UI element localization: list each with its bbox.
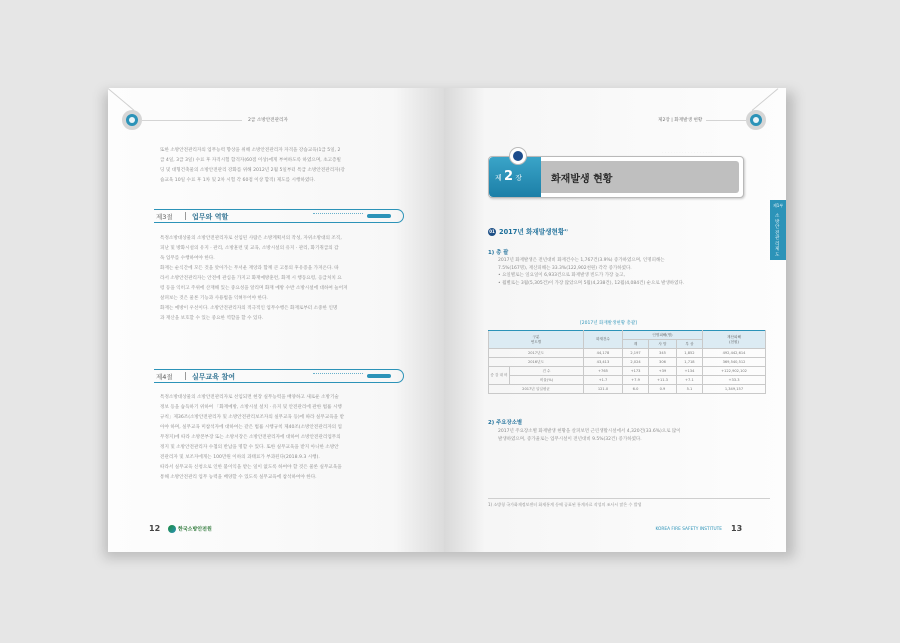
table-header-row (489, 331, 766, 340)
side-tab-part: 제1부 (772, 203, 784, 208)
table-cell: 121.0 (583, 385, 622, 394)
table-cell: +765 (583, 367, 622, 376)
text-line: 라서 소방안전관리자는 안전에 관심을 가지고 화재예방훈련, 화재 시 행동요령, 응급처치 요 (160, 276, 342, 281)
table-cell: +7.1 (676, 376, 702, 385)
sub1-title: 1) 총 괄 (488, 250, 509, 256)
section4-paragraph (160, 393, 344, 483)
table-cell: 345 (649, 349, 677, 358)
table-cell: +173 (622, 367, 648, 376)
sub2-paragraph (498, 428, 681, 443)
table-cell: 2,024 (622, 358, 648, 367)
plug-icon (367, 214, 391, 218)
text-line: 화재는 예방이 우선이다. 소방안전관리자의 적극적인 업무수행은 화재로부터 소중한 인명 (160, 306, 338, 311)
left-page (108, 88, 444, 552)
table-row (489, 385, 766, 394)
table-cell: 2017년 일일평균 (489, 385, 584, 394)
table-cell: +39 (649, 367, 677, 376)
text-line: 독 업무를 수행하여야 한다. (160, 256, 215, 261)
table-cell: 44,178 (583, 349, 622, 358)
header-cell: 화재건수 (583, 331, 622, 349)
header-cell: 계 (622, 340, 648, 349)
decor-text: · · · · · · · · · · · · · · · · · · (662, 150, 713, 154)
sub2-title: 2) 주요장소별 (488, 420, 523, 426)
text-line: 딩 및 대형건축물의 소방안전관리 강화를 위해 2012년 2월 5일부터 특급 소방안전관리자(강 (160, 168, 345, 173)
intro-paragraph (160, 146, 345, 186)
section-title: 실무교육 참여 (192, 372, 236, 381)
table-cell: +33.3 (703, 376, 766, 385)
section-heading-4 (154, 369, 404, 383)
fire-statistics-table (488, 330, 766, 394)
header-line (142, 120, 242, 121)
text-line: 전관리자 및 보조자에게는 100만원 이하의 과태료가 부과된다(2018.9.3 시행). (160, 455, 320, 460)
page-number: 12 (149, 524, 161, 533)
section-number: 제3절 (156, 213, 173, 221)
side-tab-text: 소방안전관리제도 (775, 214, 780, 258)
text-line: 통해 소방안전관리 업무 능력을 배양할 수 있도록 실무교육에 참석하여야 한다. (160, 475, 317, 480)
table-row (489, 376, 766, 385)
page-number: 13 (731, 524, 743, 533)
table-cell: 건 수 (510, 367, 584, 376)
sub1-paragraph (498, 257, 684, 287)
left-running-header: 2급 소방안전관리자 (248, 118, 288, 123)
text-line: 규칙」제36조(소방안전관리자 및 소방안전관리보조자의 실무교육 등)에 따라 실무교육을 받 (160, 415, 345, 420)
ring-icon (746, 110, 766, 130)
table-cell: 1,852 (676, 349, 702, 358)
corner-line (108, 88, 134, 111)
divider (185, 372, 186, 380)
section-badge: 01 (489, 229, 495, 234)
institute-logo (168, 525, 212, 533)
text-line: 피난 및 방화시설의 유지 · 관리, 소방훈련 및 교육, 소방시설의 유지 · 관리, 화기취급의 감 (160, 246, 339, 251)
section3-paragraph (160, 234, 348, 324)
plug-icon (367, 374, 391, 378)
footer-institute: KOREA FIRE SAFETY INSTITUTE (655, 527, 722, 532)
logo-icon (168, 525, 176, 533)
text-line: 령 등을 익히고 주위에 산재해 있는 중요성을 알리며 화재 예방 수반 소방시설에 대하여 늘어져 (160, 286, 348, 291)
text-line: 화재는 순식간에 모든 것을 앗아가는 무서운 재앙과 함께 큰 고통의 후유증을 가져온다. 따 (160, 266, 339, 271)
dotted-decoration (313, 373, 363, 380)
text-line: 2017년 주요장소별 화재발생 현황을 살펴보면 근린생활시설에서 4,320건(33.6%)으로 많이 (498, 429, 681, 434)
text-line: 정지 및 소방안전관리자 수첩의 반납을 명할 수 있다. 또한 실무교육을 받지 아니한 소방안 (160, 445, 339, 450)
table-cell: 비율(%) (510, 376, 584, 385)
table-cell: 0.9 (649, 385, 677, 394)
table-cell: 369,540,512 (703, 358, 766, 367)
text-line: 2017년 화재발생은 전년대비 화재건수는 1,767건(3.9%) 증가하였으며, 인명피해는 (498, 258, 665, 263)
table-cell: 5.1 (676, 385, 702, 394)
table-cell: +7.9 (622, 376, 648, 385)
table-cell: +11.3 (649, 376, 677, 385)
table-caption: [2017년 화재발생현황 총괄] (580, 321, 637, 326)
table-row (489, 367, 766, 376)
table-row (489, 358, 766, 367)
divider (185, 212, 186, 220)
dotted-decoration (313, 213, 363, 220)
text-line: 살펴보는 것은 물론 기능과 사용법을 익혀두어야 한다. (160, 296, 268, 301)
section-heading-3 (154, 209, 404, 223)
table-cell: 증 감 대 비 (489, 367, 510, 385)
text-line: 정보 등을 습득하기 위하여 「화재예방, 소방시설 설치 · 유지 및 안전관리에 관한 법률 시행 (160, 405, 342, 410)
text-line: 아야 하며, 실무교육 미참석자에 대하여는 같은 법률 시행규칙 제40조(소방안전관리자의 업 (160, 425, 342, 430)
header-cell: 구분 연도별 (489, 331, 584, 349)
chapter-title: 화재발생 현황 (551, 174, 613, 185)
right-running-header: 제2장 | 화재발생 현황 (658, 118, 703, 123)
knob-icon (509, 147, 527, 165)
chapter-banner (488, 156, 744, 198)
chapter-number: 제 2 장 (495, 169, 523, 184)
table-cell: 2016년도 (489, 358, 584, 367)
text-line: 특정소방대상물의 소방안전관리자로 선임된 사람은 소방계획서의 작성, 자위소방대의 조직, (160, 236, 342, 241)
header-cell: 부 상 (676, 340, 702, 349)
ring-icon (122, 110, 142, 130)
text-line: • 월별로는 3월(5,305건)이 가장 많았으며 5월(4,238건), 12월(4,084건) 순으로 발생하였다. (498, 280, 685, 286)
text-line: 과 재산을 보호할 수 있는 중요한 역할을 할 수 있다. (160, 316, 264, 321)
table-cell: 492,442,614 (703, 349, 766, 358)
text-line: 습교육 10일 수료 후 1차 및 2차 시험 각 60점 이상 합격) 제도를 시행하였다. (160, 178, 316, 183)
corner-line (752, 88, 779, 111)
text-line: 무정지)에 따라 소방본부장 또는 소방서장은 소방안전관리자에 대하여 소방안전관리업무의 (160, 435, 341, 440)
header-cell: 재산피해 (천원) (703, 331, 766, 349)
text-line: 따라서 실무교육 신청으로 인한 불이익을 받는 일이 없도록 하여야 할 것은 물론 실무교육을 (160, 465, 342, 470)
section-number: 제4절 (156, 373, 173, 381)
section1-title: 01 2017년 화재발생현황$^{1)}$ (489, 227, 568, 236)
table-cell: 1,349,157 (703, 385, 766, 394)
header-cell: 인명피해(명) (622, 331, 702, 340)
section-title: 업무와 역할 (192, 212, 229, 221)
table-cell: 2,197 (622, 349, 648, 358)
footnote: 1) 소방청 국가화재정보센터 화재통계 등에 공표된 통계자료 작성의 조사시 많은 수 발생 (488, 502, 642, 507)
text-line: 발생하였으며, 증가율로는 업무시설이 전년대비 9.5%(32건) 증가하였다. (498, 436, 642, 442)
text-line: 특정소방대상물의 소방안전관리자로 선임되면 현장 실무능력을 배양하고 새로운 소방기술 (160, 395, 339, 400)
chapter-title-block (541, 161, 739, 193)
table-cell: +122,902,102 (703, 367, 766, 376)
table-row (489, 349, 766, 358)
table-cell: 1,718 (676, 358, 702, 367)
table-cell: 43,413 (583, 358, 622, 367)
text-line: 급 4일, 3급 3일) 수료 후 자격시험 합격자(60점 이상)에게 부여하도록 하였으며, 초고층빌 (160, 158, 341, 163)
logo-text: 한국소방안전원 (178, 526, 212, 533)
table-cell: 6.0 (622, 385, 648, 394)
table-cell: 2017년도 (489, 349, 584, 358)
header-line (706, 120, 746, 121)
table-cell: +134 (676, 367, 702, 376)
table-cell: 306 (649, 358, 677, 367)
text-line: 7.5%(167명), 재산피해는 33.3%(122,902천원) 각각 증가하였다. (498, 265, 632, 271)
side-tab (770, 200, 786, 260)
right-page (444, 88, 786, 552)
table-cell: +1.7 (583, 376, 622, 385)
text-line: 또한 소방안전관리자의 업무능력 향상을 위해 소방안전관리자 자격을 강습교육(1급 5일, 2 (160, 148, 341, 153)
text-line: • 요일별로는 일요일이 6,933건으로 화재발생 빈도가 가장 높고, (498, 273, 625, 279)
header-cell: 사 망 (649, 340, 677, 349)
footnote-rule (488, 498, 770, 499)
